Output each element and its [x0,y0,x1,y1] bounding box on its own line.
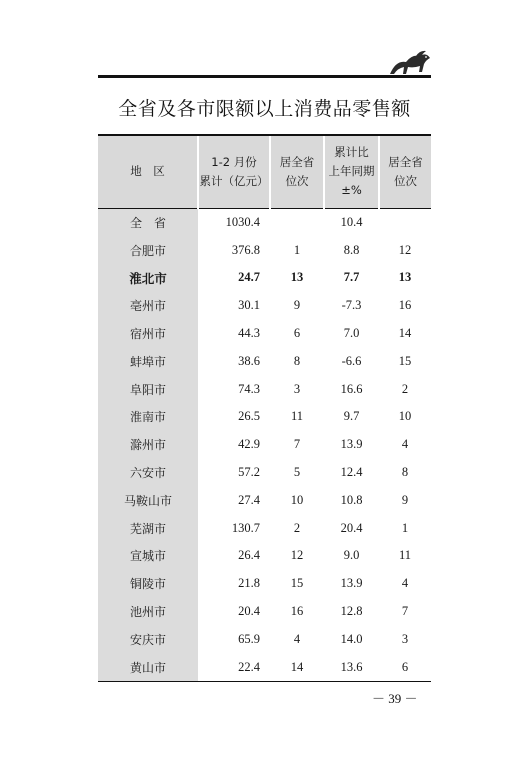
cell-region: 淮北市 [98,264,198,292]
cell-growth-rank: 16 [398,298,412,313]
cell-growth-rank: 2 [401,381,409,396]
table-row [98,542,431,570]
cell-growth-rank: 7 [401,604,409,619]
cell-cumulative: 65.9 [238,631,260,646]
cell-cumulative: 22.4 [198,653,270,681]
cell-growth-rank: 9 [401,492,409,507]
retail-sales-table [98,134,431,682]
cell-growth-rank: 10 [398,409,412,424]
cell-growth: 20.4 [340,520,363,535]
cell-growth-rank: 15 [398,353,412,368]
table-row [98,514,431,542]
table-row [98,320,431,348]
cell-region: 芜湖市 [98,514,198,542]
cell-cumulative: 44.3 [238,326,260,341]
cell-region: 滁州市 [98,431,198,459]
cell-region: 宣城市 [98,542,198,570]
table-row [98,236,431,264]
cell-growth: 9.0 [343,548,360,563]
table-row [98,598,431,626]
cell-rank: 11 [290,409,304,424]
cell-rank: 13 [290,270,304,285]
cell-growth-rank: 3 [401,631,409,646]
cell-growth: 9.7 [343,409,360,424]
header-cumulative: 1-2 月份 累计（亿元） [198,135,270,208]
cell-cumulative: 57.2 [238,465,260,480]
cell-rank: 5 [293,465,301,480]
header-rank: 居全省 位次 [270,135,324,208]
cell-growth: -7.3 [341,298,362,313]
cell-rank: 10 [290,492,304,507]
cell-cumulative: 376.8 [231,242,260,257]
cell-region: 池州市 [98,598,198,626]
table-row [98,292,431,320]
table-row [98,264,431,292]
cell-rank: 6 [293,326,301,341]
cell-cumulative: 20.4 [238,604,260,619]
page-title: 全省及各市限额以上消费品零售额 [118,98,411,120]
cell-rank: 2 [293,520,301,535]
header-growth-rank: 居全省 位次 [379,135,431,208]
table-header-row [98,135,431,208]
horse-logo-icon [386,48,434,78]
cell-growth-rank: 14 [398,326,412,341]
cell-cumulative: 26.4 [238,548,260,563]
cell-growth: 13.9 [340,576,363,591]
cell-rank: 15 [290,576,304,591]
table-row [98,625,431,653]
cell-growth: 10.8 [340,492,363,507]
page-number: － 39 － [372,691,418,706]
cell-region: 安庆市 [98,625,198,653]
table-row [98,570,431,598]
cell-region: 马鞍山市 [98,486,198,514]
cell-rank: 7 [293,437,301,452]
cell-growth: 8.8 [343,242,360,257]
header-growth: 累计比 上年同期 ±% [324,135,379,208]
cell-cumulative: 1030.4 [225,214,260,229]
cell-growth-rank: 4 [401,437,409,452]
table-row [98,403,431,431]
table-row [98,486,431,514]
table-body [98,208,431,682]
cell-rank: 8 [293,353,301,368]
cell-cumulative: 38.6 [238,353,260,368]
cell-growth: 16.6 [340,381,363,396]
cell-region: 全 省 [98,208,198,236]
cell-rank: 14 [270,653,324,681]
cell-growth: 7.0 [343,326,360,341]
cell-growth-rank: 1 [401,520,409,535]
cell-growth: 14.0 [340,631,363,646]
cell-growth-rank: 11 [398,548,412,563]
cell-cumulative: 74.3 [238,381,260,396]
cell-cumulative: 130.7 [231,520,260,535]
cell-cumulative: 26.5 [238,409,260,424]
cell-cumulative: 42.9 [238,437,260,452]
cell-growth: 10.4 [340,214,363,229]
retail-sales-table-wrapper [98,134,431,682]
cell-rank: 1 [293,242,301,257]
cell-region: 合肥市 [98,236,198,264]
table-row [98,208,431,236]
cell-rank: 9 [293,298,301,313]
cell-rank: 16 [290,604,304,619]
cell-rank: 4 [293,631,301,646]
cell-growth: 12.8 [340,604,363,619]
table-row [98,459,431,487]
cell-region: 阜阳市 [98,375,198,403]
cell-region: 蚌埠市 [98,347,198,375]
table-row [98,347,431,375]
table-row [98,653,431,681]
cell-region: 黄山市 [98,653,198,681]
cell-region: 铜陵市 [98,570,198,598]
cell-growth-rank: 13 [398,270,412,285]
cell-cumulative: 27.4 [238,492,260,507]
cell-growth: 12.4 [340,465,363,480]
table-row [98,431,431,459]
cell-cumulative: 21.8 [238,576,260,591]
cell-rank: 12 [290,548,304,563]
cell-growth: -6.6 [341,353,362,368]
table-row [98,375,431,403]
cell-growth: 13.6 [324,653,379,681]
cell-region: 淮南市 [98,403,198,431]
cell-cumulative: 30.1 [238,298,260,313]
cell-growth-rank: 4 [401,576,409,591]
cell-cumulative: 24.7 [238,270,260,285]
cell-region: 宿州市 [98,320,198,348]
cell-growth: 7.7 [343,270,360,285]
cell-growth-rank [379,208,431,236]
cell-growth: 13.9 [340,437,363,452]
cell-region: 六安市 [98,459,198,487]
cell-region: 亳州市 [98,292,198,320]
cell-growth-rank: 6 [379,653,431,681]
cell-rank: 3 [293,381,301,396]
cell-growth-rank: 8 [401,465,409,480]
cell-rank [270,208,324,236]
header-rule [98,75,431,78]
header-region: 地 区 [98,135,198,208]
cell-growth-rank: 12 [398,242,412,257]
